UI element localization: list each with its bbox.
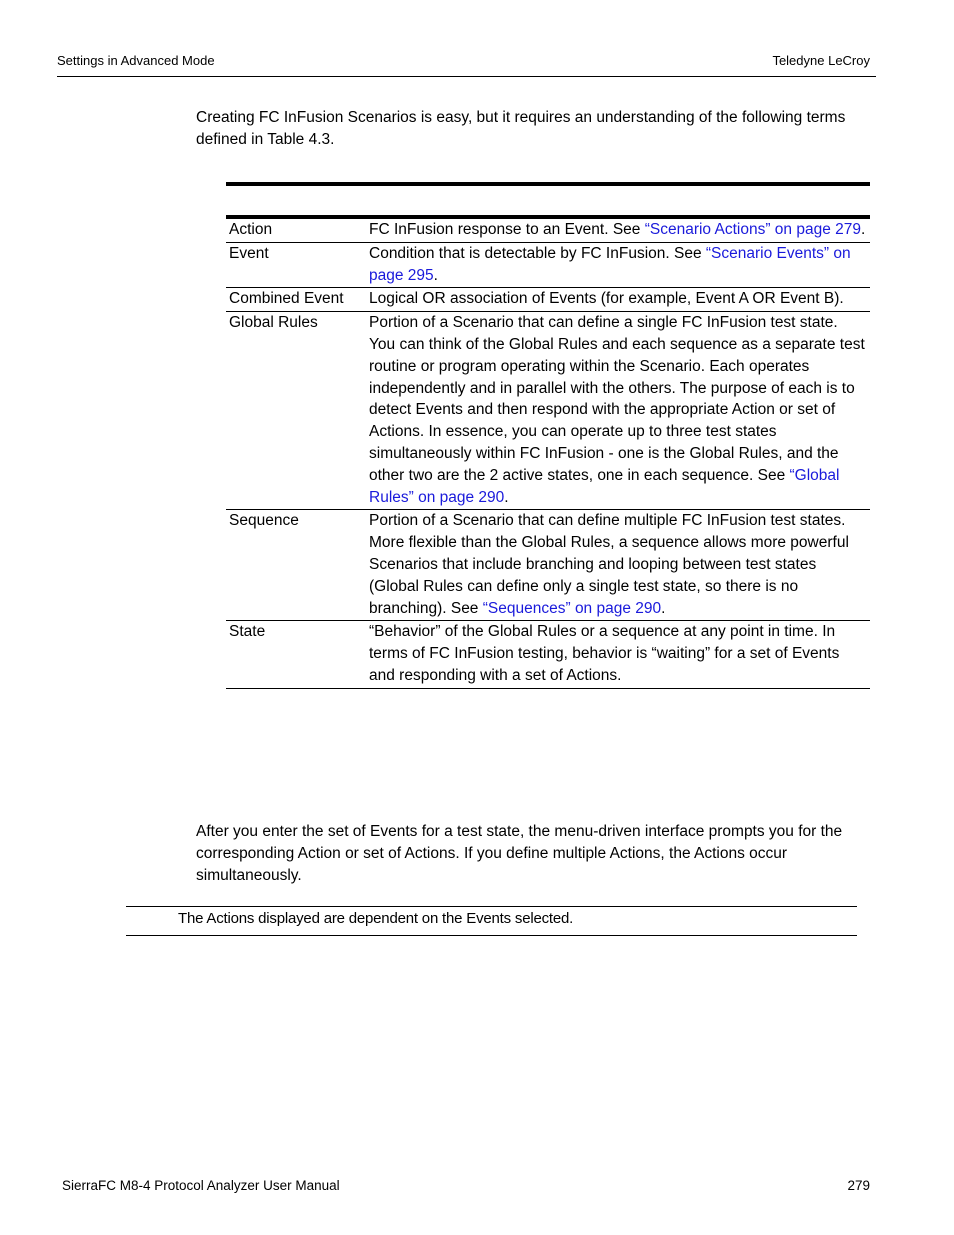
definition-end: . bbox=[861, 221, 866, 238]
definition-text: FC InFusion response to an Event. See bbox=[369, 221, 645, 238]
cross-reference-link[interactable]: “Sequences” on page 290 bbox=[482, 599, 662, 617]
term-name: Combined Event bbox=[229, 290, 344, 308]
term-definition bbox=[366, 242, 870, 288]
table-row bbox=[226, 288, 870, 312]
header-section-title: Settings in Advanced Mode bbox=[57, 53, 215, 68]
definition-end: . bbox=[433, 266, 438, 284]
footer-manual-title: SierraFC M8-4 Protocol Analyzer User Manual bbox=[62, 1178, 340, 1193]
intro-paragraph: Creating FC InFusion Scenarios is easy, but it requires an understanding of the following terms defined in Table 4.3. bbox=[196, 109, 846, 148]
header-company: Teledyne LeCroy bbox=[772, 53, 870, 68]
term-definition bbox=[366, 312, 870, 510]
actions-paragraph: After you enter the set of Events for a test state, the menu-driven interface prompts you for the corresponding Action or set of Actions. If you define multiple Actions, the Actions occur simultaneously. bbox=[196, 823, 843, 884]
page-header bbox=[57, 51, 870, 71]
table-row bbox=[226, 621, 870, 688]
term-name: Event bbox=[229, 244, 269, 262]
cross-reference-link[interactable]: “Scenario Actions” on page 279 bbox=[644, 221, 861, 238]
table-row bbox=[226, 219, 870, 242]
definition-end: . bbox=[504, 488, 509, 506]
note-bottom-rule bbox=[126, 935, 857, 936]
terms-table bbox=[226, 219, 870, 689]
definition-text: Logical OR association of Events (for example, Event A OR Event B). bbox=[369, 290, 844, 308]
table-top-rule bbox=[226, 182, 870, 186]
term-definition bbox=[366, 288, 870, 312]
table-row bbox=[226, 510, 870, 621]
definition-end: . bbox=[661, 599, 666, 617]
term-definition bbox=[366, 621, 870, 688]
cross-reference-link[interactable]: “Scenario Events” on page 295 bbox=[369, 244, 851, 284]
note-top-rule bbox=[126, 906, 857, 907]
table-row bbox=[226, 312, 870, 510]
term-definition bbox=[366, 510, 870, 621]
term-definition bbox=[366, 219, 870, 242]
definition-text: “Behavior” of the Global Rules or a sequence at any point in time. In terms of FC InFusion testing, behavior is “waiting” for a set of Events and responding with a set of Actions. bbox=[369, 623, 840, 684]
page-footer bbox=[62, 1176, 870, 1196]
definition-text: Condition that is detectable by FC InFusion. See bbox=[369, 244, 706, 262]
header-rule bbox=[57, 76, 876, 77]
definition-text: Portion of a Scenario that can define multiple FC InFusion test states. More flexible than the Global Rules, a sequence allows more powerful Scenarios that include branching and looping between test states (Global Rules can define only a single test state, so there is no branching). See bbox=[369, 512, 849, 617]
terms-table-body bbox=[226, 219, 870, 688]
page-number: 279 bbox=[847, 1178, 870, 1193]
table-row bbox=[226, 242, 870, 288]
term-name: Sequence bbox=[229, 512, 299, 530]
term-name: State bbox=[229, 623, 266, 641]
term-name: Action bbox=[229, 221, 273, 238]
note-text: The Actions displayed are dependent on the Events selected. bbox=[178, 910, 574, 927]
term-name: Global Rules bbox=[229, 314, 318, 332]
definition-text: Portion of a Scenario that can define a single FC InFusion test state. You can think of the Global Rules and each sequence as a separate test routine or program operating within the Scenario. Each operates independently and in parallel with the others. The purpose of each is to detect Events and then respond with the appropriate Action or set of Actions. In essence, you can operate up to three test states simultaneously within FC InFusion - one is the Global Rules, and the other two are the 2 active states, one in each sequence. See bbox=[369, 314, 865, 484]
cross-reference-link[interactable]: “Global Rules” on page 290 bbox=[369, 466, 840, 506]
